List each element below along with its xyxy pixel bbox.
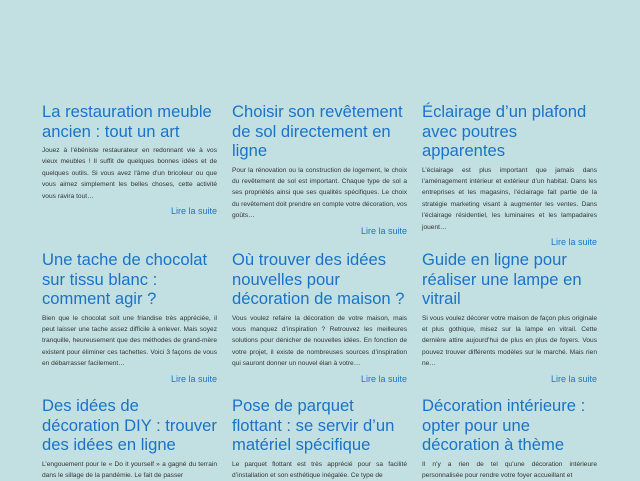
- article-title[interactable]: Pose de parquet flottant : se servir d’un matériel spécifique: [232, 396, 407, 455]
- article-excerpt: L’éclairage est plus important que jamais dans l’aménagement intérieur et extérieur d’un habitat. Dans les entreprises et les magasins, l’éclairage fait partie de la stratégie marketing visant à augmenter les ventes. Dans l’éclairage résidentiel, les luminaires et les lampadaires jouent…: [422, 165, 597, 233]
- article-grid: [42, 102, 598, 481]
- article-card: [42, 250, 217, 396]
- article-card: [232, 396, 407, 481]
- article-card: [232, 102, 407, 250]
- article-title[interactable]: Décoration intérieure : opter pour une décoration à thème: [422, 396, 597, 455]
- article-card: [422, 250, 597, 396]
- article-card: [42, 396, 217, 481]
- article-title[interactable]: Où trouver des idées nouvelles pour décoration de maison ?: [232, 250, 407, 309]
- article-title[interactable]: Éclairage d’un plafond avec poutres apparentes: [422, 102, 597, 161]
- article-excerpt: Jouez à l'ébéniste restaurateur en redonnant vie à vos vieux meubles ! Il suffit de quelques bonnes idées et de quelques outils. Si vous avez l'âme d'un bricoleur ou que vous aimez simplement les belles choses, cette activité vous ravira tout…: [42, 145, 217, 202]
- read-more-link[interactable]: Lire la suite: [232, 374, 407, 384]
- article-excerpt: L’engouement pour le « Do it yourself » a gagné du terrain dans le sillage de la pandémie. Le fait de passer: [42, 459, 217, 481]
- article-title[interactable]: Des idées de décoration DIY : trouver des idées en ligne: [42, 396, 217, 455]
- article-title[interactable]: Guide en ligne pour réaliser une lampe en vitrail: [422, 250, 597, 309]
- article-card: [232, 250, 407, 396]
- article-title[interactable]: Choisir son revêtement de sol directement en ligne: [232, 102, 407, 161]
- article-title[interactable]: La restauration meuble ancien : tout un art: [42, 102, 217, 141]
- read-more-link[interactable]: Lire la suite: [42, 374, 217, 384]
- article-card: [422, 102, 597, 250]
- article-excerpt: Le parquet flottant est très apprécié pour sa facilité d’installation et son esthétique inégalée. Ce type de: [232, 459, 407, 481]
- read-more-link[interactable]: Lire la suite: [422, 237, 597, 247]
- article-title[interactable]: Une tache de chocolat sur tissu blanc : comment agir ?: [42, 250, 217, 309]
- article-excerpt: Vous voulez refaire la décoration de votre maison, mais vous manquez d’inspiration ? Retrouvez les meilleures solutions pour dénicher de nouvelles idées. En fonction de votre projet, il existe de nombreuses sources d’inspiration qui sauront donner un nouvel élan à votre…: [232, 313, 407, 370]
- article-excerpt: Il n’y a rien de tel qu’une décoration intérieure personnalisée pour rendre votre foyer accueillant et: [422, 459, 597, 481]
- article-card: [422, 396, 597, 481]
- article-excerpt: Pour la rénovation ou la construction de logement, le choix du revêtement de sol est important. Chaque type de sol a ses propriétés ainsi que ses qualités spécifiques. Le choix du revêtement doit prendre en compte votre décoration, vos goûts…: [232, 165, 407, 222]
- read-more-link[interactable]: Lire la suite: [422, 374, 597, 384]
- article-card: [42, 102, 217, 250]
- read-more-link[interactable]: Lire la suite: [232, 226, 407, 236]
- article-excerpt: Bien que le chocolat soit une friandise très appréciée, il peut laisser une tache assez difficile à enlever. Mais soyez tranquille, heureusement que des méthodes de grand-mère existent pour éliminer ces tachettes. Voici 3 façons de vous en débarrasser facilement…: [42, 313, 217, 370]
- read-more-link[interactable]: Lire la suite: [42, 206, 217, 216]
- article-excerpt: Si vous voulez décorer votre maison de façon plus originale et plus gothique, misez sur la lampe en vitrail. Cette dernière attire aujourd’hui de plus en plus de foyers. Vous pouvez trouver différents modèles sur le marché. Mais rien ne…: [422, 313, 597, 370]
